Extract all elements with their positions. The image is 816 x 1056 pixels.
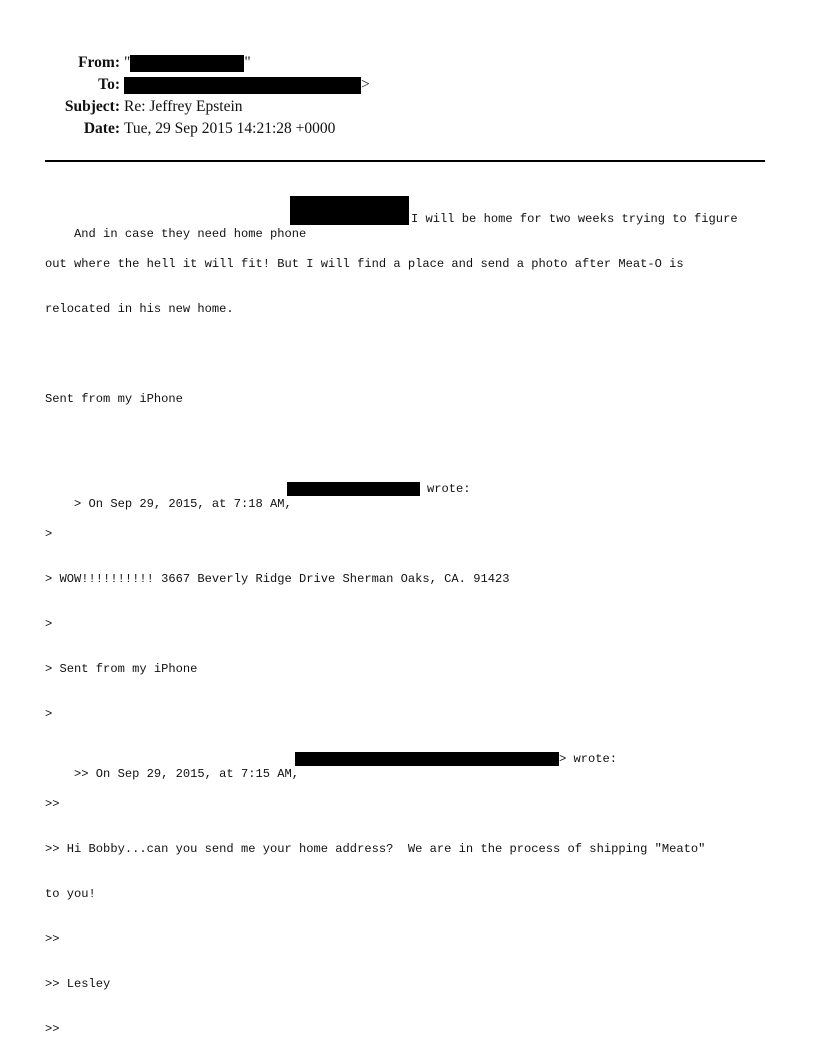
body-line: Sent from my iPhone: [45, 392, 183, 406]
redaction-box: [124, 77, 361, 94]
date-label: Date:: [83, 120, 120, 137]
from-quote-open: ": [124, 54, 131, 71]
body-text: >> On Sep 29, 2015, at 7:15 AM,: [74, 767, 300, 781]
body-line: [45, 212, 775, 241]
redaction-box: [295, 752, 559, 766]
subject-row: [0, 96, 816, 118]
subject-value: Re: Jeffrey Epstein: [124, 98, 243, 115]
body-line: > Sent from my iPhone: [45, 662, 198, 676]
email-header: [0, 52, 816, 140]
to-row: [0, 74, 816, 96]
body-line: > WOW!!!!!!!!!! 3667 Beverly Ridge Drive Sherman Oaks, CA. 91423: [45, 572, 510, 586]
from-row: [0, 52, 816, 74]
body-line: relocated in his new home.: [45, 302, 234, 316]
body-text: > wrote:: [559, 752, 618, 766]
to-label: To:: [98, 76, 120, 93]
body-line: >: [45, 617, 53, 631]
body-line: out where the hell it will fit! But I will find a place and send a photo after Meat-O is: [45, 257, 684, 271]
body-line: >> Lesley: [45, 977, 111, 991]
body-line: [45, 482, 775, 511]
header-divider: [45, 160, 765, 162]
body-text: I will be home for two weeks trying to figure: [411, 212, 738, 226]
subject-label: Subject:: [64, 98, 120, 115]
body-line: >>: [45, 932, 60, 946]
body-line: >>: [45, 1022, 60, 1036]
from-quote-close: ": [244, 54, 251, 71]
body-text: And in case they need home phone: [74, 227, 307, 241]
redaction-box: [130, 55, 244, 72]
body-line: [45, 752, 775, 781]
body-text: wrote:: [427, 482, 471, 496]
date-value: Tue, 29 Sep 2015 14:21:28 +0000: [124, 120, 336, 137]
redaction-box: [287, 482, 420, 496]
from-value: [124, 52, 251, 74]
body-line: >>: [45, 797, 60, 811]
body-line: >: [45, 707, 53, 721]
body-text: > On Sep 29, 2015, at 7:18 AM,: [74, 497, 292, 511]
body-line: [45, 437, 775, 452]
email-body: [45, 182, 775, 1052]
body-line: >> Hi Bobby...can you send me your home address? We are in the process of shipping "Meato": [45, 842, 706, 856]
to-value: [124, 74, 370, 96]
to-suffix: >: [361, 76, 370, 93]
body-line: >: [45, 527, 53, 541]
body-line: to you!: [45, 887, 96, 901]
from-label: From:: [78, 54, 120, 71]
date-row: [0, 118, 816, 140]
redaction-box: [290, 196, 409, 225]
body-line: [45, 347, 775, 362]
